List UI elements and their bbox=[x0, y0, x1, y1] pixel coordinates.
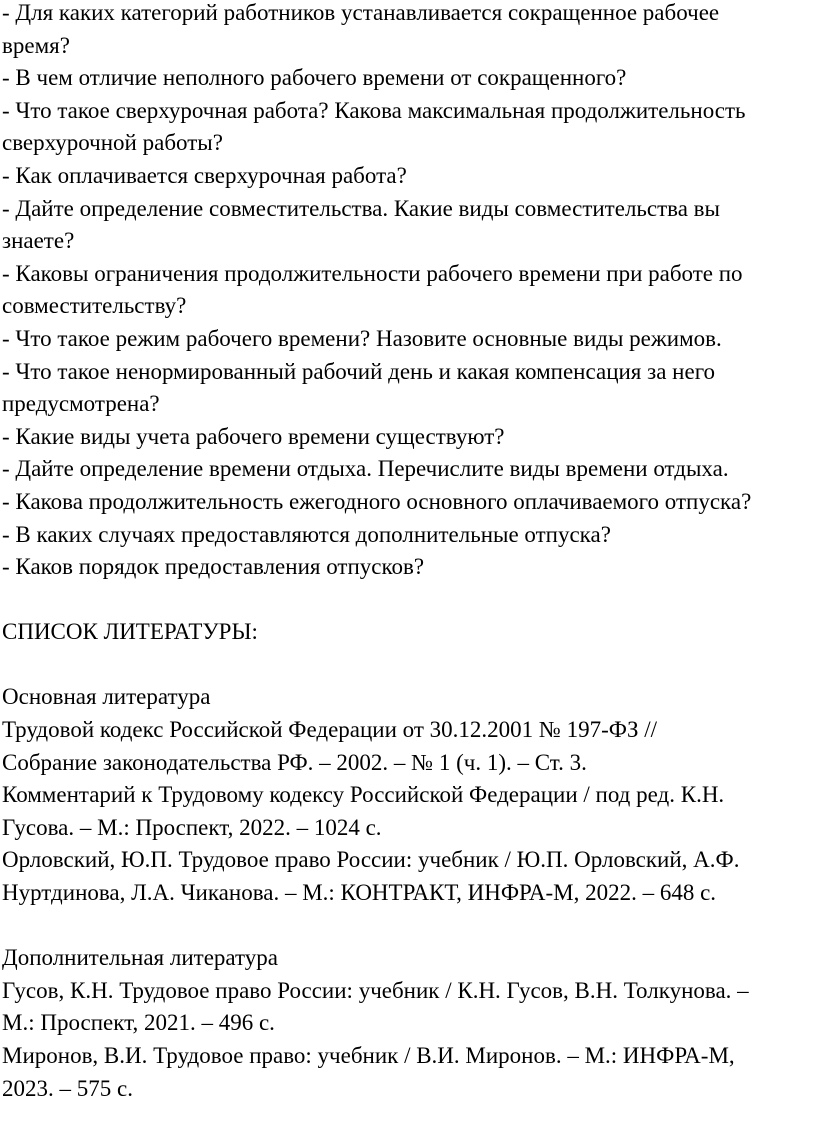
text-line: Гусова. – М.: Проспект, 2022. – 1024 с. bbox=[2, 814, 382, 840]
text-line: - Какие виды учета рабочего времени существуют? bbox=[2, 423, 505, 449]
main-literature bbox=[2, 681, 816, 909]
text-line: Орловский, Ю.П. Трудовое право России: учебник / Ю.П. Орловский, А.Ф. bbox=[2, 847, 740, 873]
text-line: - Что такое ненормированный рабочий день и какая компенсация за него bbox=[2, 358, 716, 384]
blank-line bbox=[2, 584, 816, 617]
question-item bbox=[2, 62, 816, 95]
text-line: - Дайте определение совместительства. Какие виды совместительства вы bbox=[2, 195, 720, 221]
text-line: Нуртдинова, Л.А. Чиканова. – М.: КОНТРАКТ, ИНФРА-М, 2022. – 648 с. bbox=[2, 880, 717, 906]
text-line: время? bbox=[2, 32, 70, 58]
text-line: предусмотрена? bbox=[2, 391, 160, 417]
question-item bbox=[2, 95, 816, 160]
text-line: - Что такое сверхурочная работа? Какова максимальная продолжительность bbox=[2, 97, 746, 123]
question-item bbox=[2, 551, 816, 584]
blank-line bbox=[2, 910, 816, 943]
text-line: Собрание законодательства РФ. – 2002. – № 1 (ч. 1). – Ст. 3. bbox=[2, 749, 587, 775]
text-line: - В чем отличие неполного рабочего времени от сокращенного? bbox=[2, 65, 627, 91]
document-page bbox=[2, 0, 816, 1105]
additional-literature bbox=[2, 942, 816, 1105]
text-line: 2023. – 575 с. bbox=[2, 1075, 133, 1101]
main-literature-heading: Основная литература bbox=[2, 684, 211, 710]
question-item bbox=[2, 193, 816, 258]
question-item bbox=[2, 453, 816, 486]
text-line: Трудовой кодекс Российской Федерации от 30.12.2001 № 197-ФЗ // bbox=[2, 717, 657, 743]
text-line: - Какова продолжительность ежегодного основного оплачиваемого отпуска? bbox=[2, 488, 752, 514]
text-line: совместительству? bbox=[2, 293, 187, 319]
reference-item bbox=[2, 975, 816, 1040]
question-item bbox=[2, 519, 816, 552]
text-line: - Для каких категорий работников устанавливается сокращенное рабочее bbox=[2, 0, 720, 25]
question-item bbox=[2, 356, 816, 421]
text-line: - Как оплачивается сверхурочная работа? bbox=[2, 162, 407, 188]
question-item bbox=[2, 0, 816, 62]
question-item bbox=[2, 421, 816, 454]
reference-item bbox=[2, 844, 816, 909]
question-item bbox=[2, 160, 816, 193]
text-line: - Каков порядок предоставления отпусков? bbox=[2, 554, 425, 580]
bibliography-title: СПИСОК ЛИТЕРАТУРЫ: bbox=[2, 619, 258, 645]
review-questions bbox=[2, 0, 816, 584]
text-line: - В каких случаях предоставляются дополнительные отпуска? bbox=[2, 521, 611, 547]
question-item bbox=[2, 323, 816, 356]
reference-item bbox=[2, 714, 816, 779]
text-line: Миронов, В.И. Трудовое право: учебник / В.И. Миронов. – М.: ИНФРА-М, bbox=[2, 1043, 735, 1068]
text-line: - Каковы ограничения продолжительности рабочего времени при работе по bbox=[2, 260, 743, 286]
reference-item bbox=[2, 779, 816, 844]
additional-literature-heading: Дополнительная литература bbox=[2, 945, 278, 971]
text-line: - Дайте определение времени отдыха. Перечислите виды времени отдыха. bbox=[2, 456, 729, 482]
text-line: Комментарий к Трудовому кодексу Российской Федерации / под ред. К.Н. bbox=[2, 782, 725, 808]
text-line: - Что такое режим рабочего времени? Назовите основные виды режимов. bbox=[2, 325, 722, 351]
text-line: сверхурочной работы? bbox=[2, 130, 223, 156]
reference-item bbox=[2, 1040, 816, 1105]
text-line: Гусов, К.Н. Трудовое право России: учебник / К.Н. Гусов, В.Н. Толкунова. – bbox=[2, 977, 749, 1003]
question-item bbox=[2, 486, 816, 519]
text-line: М.: Проспект, 2021. – 496 с. bbox=[2, 1010, 275, 1036]
blank-line bbox=[2, 649, 816, 682]
question-item bbox=[2, 258, 816, 323]
text-line: знаете? bbox=[2, 228, 75, 254]
